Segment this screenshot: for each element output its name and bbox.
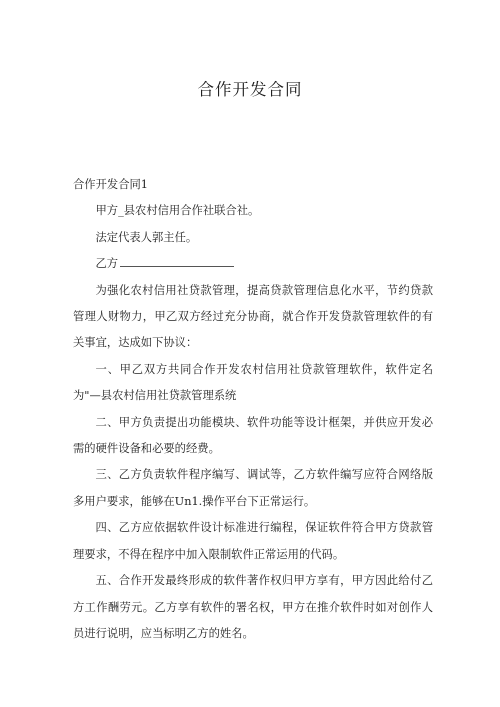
clause-2: 二、甲方负责提出功能模块、软件功能等设计框架，并供应开发必需的硬件设备和必要的经费。 [73, 415, 433, 456]
clause-4: 四、乙方应依据软件设计标准进行编程，保证软件符合甲方贷款管理要求，不得在程序中加入限制软件正常运用的代码。 [73, 521, 433, 561]
party-b-blank [120, 254, 234, 267]
contract-heading: 合作开发合同1 [73, 178, 148, 191]
document-body [73, 172, 433, 647]
clause-3: 三、乙方负责软件程序编写、调试等，乙方软件编写应符合网络版多用户要求，能够在Un1.操作平台下正常运行。 [73, 468, 433, 508]
party-b-line [73, 251, 433, 277]
preamble-paragraph: 为强化农村信用社贷款管理，提高贷款管理信息化水平，节约贷款管理人财物力，甲乙双方经过充分协商，就合作开发贷款管理软件的有关事宜，达成如下协议： [73, 283, 433, 350]
party-a-line: 甲方_县农村信用合作社联合社。 [95, 204, 260, 218]
clause-5: 五、合作开发最终形成的软件著作权归甲方享有，甲方因此给付乙方工作酬劳元。乙方享有软件的署名权，甲方在推介软件时如对创作人员进行说明，应当标明乙方的姓名。 [73, 574, 433, 640]
legal-representative-line: 法定代表人郭主任。 [95, 230, 198, 244]
clause-1: 一、甲乙双方共同合作开发农村信用社贷款管理软件，软件定名为"—县农村信用社贷款管理系统 [73, 362, 433, 403]
party-b-label: 乙方 [95, 257, 119, 271]
document-title: 合作开发合同 [197, 80, 303, 99]
